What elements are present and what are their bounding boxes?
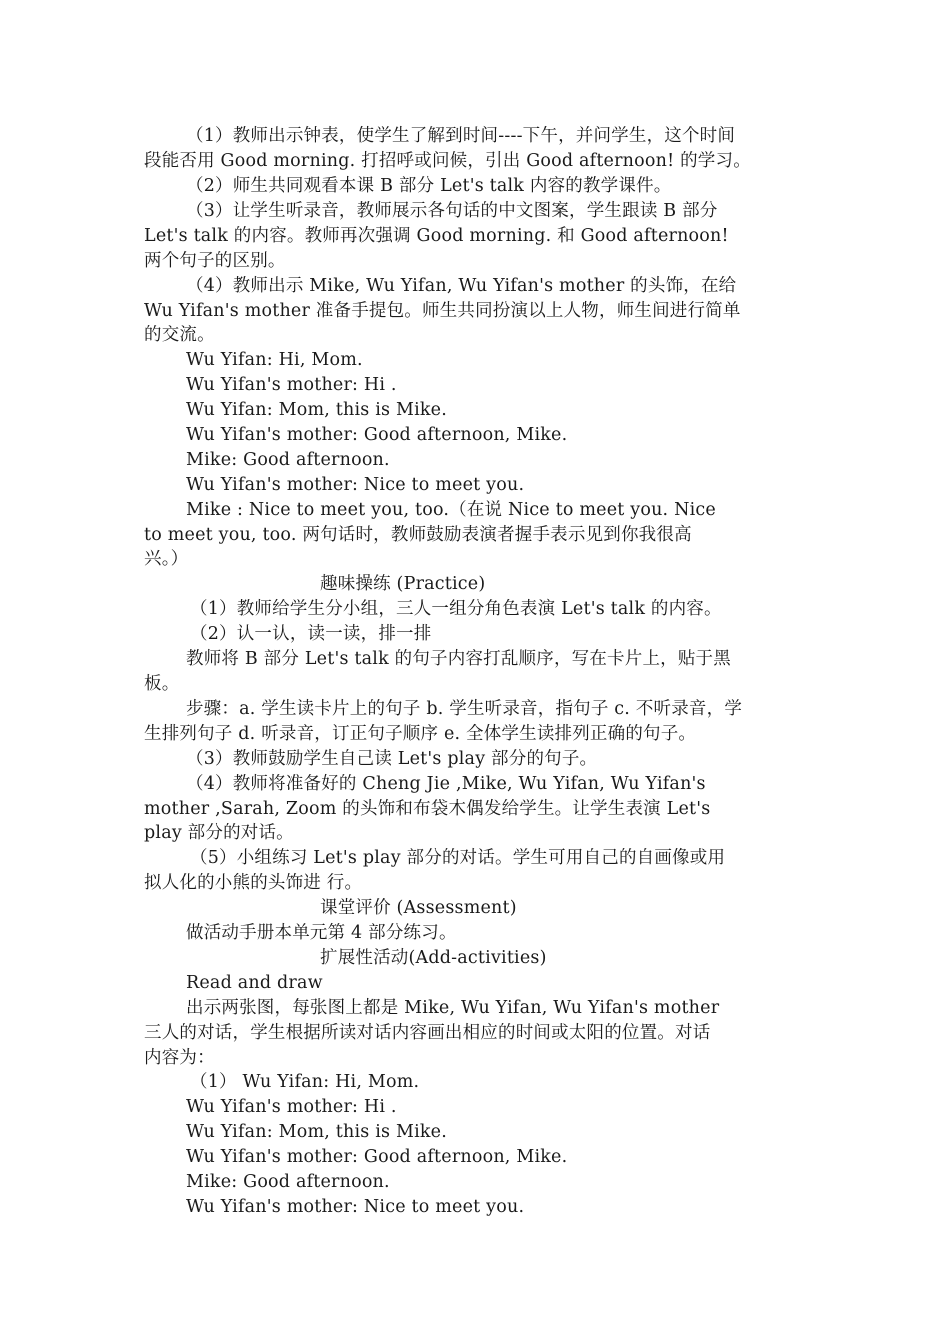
dialogue-line: Wu Yifan's mother: Good afternoon, Mike. <box>186 1147 568 1167</box>
paragraph-line: 板。 <box>144 674 180 694</box>
paragraph-line: 出示两张图，每张图上都是 Mike, Wu Yifan, Wu Yifan's mother <box>186 998 720 1018</box>
paragraph-line: 两个句子的区别。 <box>144 251 286 271</box>
dialogue-line: Wu Yifan's mother: Hi . <box>186 375 397 395</box>
paragraph-line: 的交流。 <box>144 325 215 345</box>
paragraph-line: 段能否用 Good morning. 打招呼或问候，引出 Good afternoon! 的学习。 <box>144 151 751 171</box>
paragraph-line: （1）教师出示钟表，使学生了解到时间----下午，并问学生，这个时间 <box>186 126 736 146</box>
paragraph-line: Read and draw <box>186 973 323 993</box>
dialogue-line: （1） Wu Yifan: Hi, Mom. <box>190 1072 420 1092</box>
paragraph-line: （4）教师出示 Mike, Wu Yifan, Wu Yifan's mother 的头饰，在给 <box>186 276 737 296</box>
paragraph-line: Wu Yifan's mother 准备手提包。师生共同扮演以上人物，师生间进行简单 <box>144 301 741 321</box>
section-heading-assessment: 课堂评价 (Assessment) <box>320 898 517 918</box>
dialogue-line: Wu Yifan's mother: Good afternoon, Mike. <box>186 425 568 445</box>
dialogue-line: Mike : Nice to meet you, too.（在说 Nice to meet you. Nice <box>186 500 716 520</box>
paragraph-line: （3）让学生听录音，教师展示各句话的中文图案，学生跟读 B 部分 <box>186 201 718 221</box>
dialogue-line: Mike: Good afternoon. <box>186 450 390 470</box>
paragraph-line: 做活动手册本单元第 4 部分练习。 <box>186 923 457 943</box>
dialogue-line: Wu Yifan: Mom, this is Mike. <box>186 400 447 420</box>
paragraph-line: （5）小组练习 Let's play 部分的对话。学生可用自己的自画像或用 <box>190 848 726 868</box>
paragraph-line: （2）认一认，读一读，排一排 <box>190 624 432 644</box>
paragraph-line: mother ,Sarah, Zoom 的头饰和布袋木偶发给学生。让学生表演 Let's <box>144 799 711 819</box>
paragraph-line: 生排列句子 d. 听录音，订正句子顺序 e. 全体学生读排列正确的句子。 <box>144 724 697 744</box>
paragraph-line: 教师将 B 部分 Let's talk 的句子内容打乱顺序，写在卡片上，贴于黑 <box>186 649 731 669</box>
paragraph-line: 拟人化的小熊的头饰进 行。 <box>144 873 363 893</box>
paragraph-line: play 部分的对话。 <box>144 823 294 843</box>
paragraph-line: 三人的对话，学生根据所读对话内容画出相应的时间或太阳的位置。对话 <box>144 1023 711 1043</box>
paragraph-line: Let's talk 的内容。教师再次强调 Good morning. 和 Good afternoon! <box>144 226 729 246</box>
paragraph-line: 兴。） <box>144 549 189 569</box>
dialogue-line: Wu Yifan's mother: Nice to meet you. <box>186 1197 525 1217</box>
dialogue-line: Wu Yifan's mother: Nice to meet you. <box>186 475 525 495</box>
dialogue-line: Wu Yifan: Hi, Mom. <box>186 350 363 370</box>
dialogue-line: Wu Yifan's mother: Hi . <box>186 1097 397 1117</box>
paragraph-line: to meet you, too. 两句话时，教师鼓励表演者握手表示见到你我很高 <box>144 525 692 545</box>
section-heading-practice: 趣味操练 (Practice) <box>320 574 486 594</box>
paragraph-line: （2）师生共同观看本课 B 部分 Let's talk 内容的教学课件。 <box>186 176 672 196</box>
paragraph-line: 步骤：a. 学生读卡片上的句子 b. 学生听录音，指句子 c. 不听录音，学 <box>186 699 743 719</box>
dialogue-line: Mike: Good afternoon. <box>186 1172 390 1192</box>
paragraph-line: 内容为： <box>144 1048 215 1068</box>
section-heading-add-activities: 扩展性活动(Add-activities) <box>320 948 547 968</box>
paragraph-line: （1）教师给学生分小组，三人一组分角色表演 Let's talk 的内容。 <box>190 599 722 619</box>
paragraph-line: （3）教师鼓励学生自己读 Let's play 部分的句子。 <box>186 749 598 769</box>
paragraph-line: （4）教师将准备好的 Cheng Jie ,Mike, Wu Yifan, Wu Yifan's <box>186 774 706 794</box>
dialogue-line: Wu Yifan: Mom, this is Mike. <box>186 1122 447 1142</box>
